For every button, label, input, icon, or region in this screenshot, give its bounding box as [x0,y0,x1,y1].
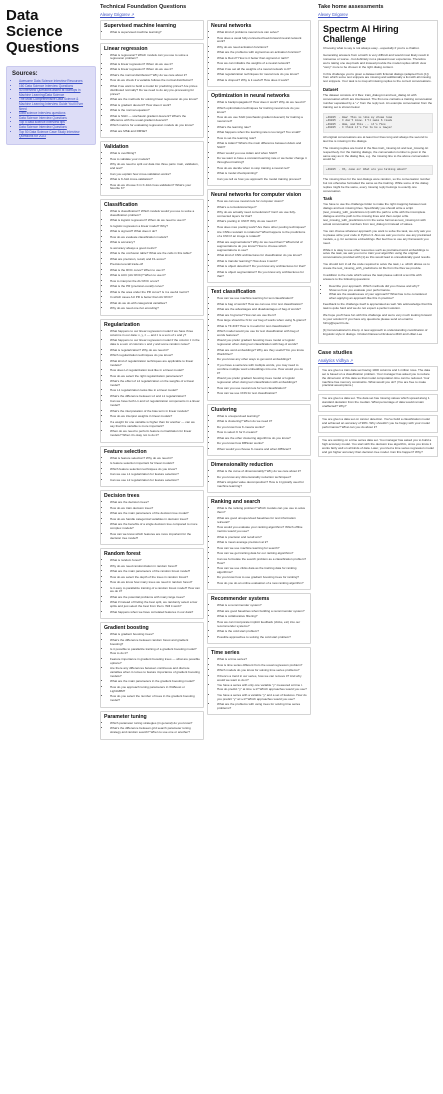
question-item: • What kind of CNN architectures for classification do you know? [217,254,307,258]
cases-header: Case studies [318,349,353,356]
question-item: • What are the main parameters of the decision tree model? [110,512,200,516]
question-item: • How we can incorporate implicit feedback (clicks, etc) into our recommender systems? [217,621,307,629]
takehome-header: Take home assessments [318,4,384,10]
question-item: • What is Adam? What's the main difference between Adam and SGD? [217,142,307,150]
question-item: • What is mean average precision at k? [217,541,307,545]
topic-card [207,189,311,283]
topic-card [207,647,311,715]
technical-section [100,4,312,743]
sources-box [6,66,96,145]
question-item: • What is backpropagation? How does it work? Why do we need it? [217,101,307,105]
question-item: • How can we use machine learning for search? [217,547,307,551]
takehome-author-link[interactable]: Alexey Grigorev [318,12,348,17]
question-item: • Why do we need activation functions? [217,46,307,50]
topic-title: Random forest [104,551,141,557]
question-item: • What if we want to build a model for predicting prices? Are prices distributed normally? Do we need to do any pre-processing for prices? [110,85,200,97]
topic-title: Time series [211,650,240,657]
topic-card [207,459,311,493]
case-card: You are given a train data set having 1000 columns and 1 million rows. The data set is based on a classification problem. Your manager has asked you to reduce the dimension of this data so that model computation time can be reduced. Your machine has memory constraints. What would you do? (You are free to make practical assumptions.) [318,366,438,392]
question-item: • Show us how you evaluate your performance. [329,289,433,293]
question-item: • Why do we need to split our data into three parts: train, validation, and test? [110,163,200,171]
question-item: • What is the PR (precision-recall) curve? [110,285,200,289]
question-list [104,722,200,735]
left-column [6,8,96,145]
topic-card [100,446,204,488]
question-item: • What happens to our linear regression model if the column z in the data is a sum of columns x and y and some random noise? [110,339,200,347]
question-item: • Which parameter tuning strategies (in general) do you know? [110,722,200,726]
question-item: • What is collaborative filtering? [217,615,307,619]
question-list [211,297,307,396]
question-item: • What are augmentations? Why do we need them? What kind of augmentations do you know? How to choose which augmentations to use? [217,241,307,253]
question-item: • What regularization techniques for neural nets do you know? [217,73,307,77]
challenge-para: Generating answers from scratch is very difficult and would most likely result in nonsense or worse - but definitely not a pleasant user experience. Therefore we're taking one step back and instead provide the model replies which view "story" more to be chosen in the right dialog context. [323,52,430,69]
question-list [104,633,200,703]
missing-text: The missing lines for the test dialogs were random, so the conversation number but not otherwise formatted the same as the training. While some of the dialog replies might be the same, every missing reply belongs to exactly one conversation. [323,176,431,193]
question-item: • What are MSE and RMSE? [110,130,200,134]
question-item: • How do we interpret weights in linear models? [110,415,200,419]
question-item: • What is precision and recall at k? [217,536,307,540]
source-link[interactable]: • Data science interview questions [19,111,90,116]
question-item: • What is gradient descent? How does it work? [110,104,200,108]
question-item: • Feature importance in gradient boosting trees — what are possible options? [110,658,200,666]
question-item: • If there's a trend in our series, how we can remove it? And why would we want to do it? [217,675,307,683]
question-item: • What are the problems with using trees for solving time series problems? [217,703,307,711]
question-item: • Which metrics for evaluating regression models do you know? [110,124,200,128]
question-item: • How to set the learning rate? [217,137,307,141]
technical-right-column [207,20,311,743]
question-item: • What is the normal equation? [110,109,200,113]
question-item: • What is gradient boosting trees? [110,633,200,637]
question-item: • What are the problems with sigmoid as an activation function? [217,51,307,55]
question-item: • What is transfer learning? How does it work? [217,260,307,264]
question-item: • How to select K for K-means? [217,431,307,435]
question-item: • How is time series different from the usual regression problem? [217,664,307,668]
question-item: • What is ReLU? How is it better than sigmoid or tanh? [217,57,307,61]
feedback-text: We hope you'll have fun with this challenge and we're very much looking forward to your solution! If you have any questions please send an email to hiring@spectrm.de. [323,313,432,326]
cases-author-link[interactable]: Analytics Vidhya ↗ [318,357,354,363]
topic-title: Neural networks for computer vision [211,192,302,199]
question-item: • How can we know which features are more important for the decision tree model? [110,533,200,541]
question-item: • What is bag of words? How we can use it for text classification? [217,303,307,307]
case-card: You are given a data set. The data set has missing values which spread along 1 standard deviation from the median. What percentage of data would remain unaffected? Why? [318,394,438,412]
topic-title: Recommender systems [211,596,270,603]
question-item: • How does max pooling work? Are there other pooling techniques? [217,226,307,230]
topic-card [100,20,204,40]
topic-card [100,711,204,740]
source-link[interactable]: • Data Science Interview Questions [19,125,90,130]
question-item: • What is sigmoid? What does it do? [110,230,200,234]
deadline-text: You should turn in all the code required to solve the task, i.e. which allows us to create the test_missing_with_predictions.txt file from the files we provide. [323,262,430,271]
question-list [104,330,200,438]
question-item: • How do we select the depth of the trees in random forest? [110,576,200,580]
topic-title: Validation [104,144,129,151]
question-item: • Can we formulate the search problem as a classification problem? How? [217,558,307,566]
question-item: • Do you know how K-means works? [217,426,307,430]
question-item: • What is TF-IDF? How is it useful for text classification? [217,325,307,329]
question-item: • How do you select the number of trees in the gradient boosting model? [110,695,200,703]
topic-card [100,490,204,545]
question-item: • Why do we actually need convolutions? Can't we use fully-connected layers for that? [217,211,307,219]
code-block: +49015 - Oh, come on! What are you talking about? [323,165,433,175]
question-item: • How does L2 regularization look like in a linear model? [110,369,200,373]
topic-title: Decision trees [104,493,140,500]
question-item: • You have a series with a variable "y" and a set of features. How do you predict "y" at t+1? Which approaches would you use? [217,694,307,702]
question-item: • What's the difference between L2 and L1 regularization? [110,395,200,399]
question-list [104,31,200,35]
topic-card [207,593,311,644]
question-item: • How L1 regularization looks like in a linear model? [110,389,200,393]
question-item: • When would you use Adam and when SGD? [217,152,307,156]
question-item: • What are good baselines when building a recommender system? [217,610,307,614]
question-item: • How to interpret the AU ROC score? [110,280,200,284]
question-item: • How do we check if a variable follows the normal distribution? [110,79,200,83]
question-item: • What is regression? Which models can you use to solve a regression problem? [110,54,200,62]
question-item: • Is it possible to parallelize training of a gradient boosting model? How to do it? [110,648,200,656]
question-item: • How can you use neural nets for text classification? [217,387,307,391]
question-item: • Describe your approach. Which methods did you choose and why? [329,285,433,289]
question-item: • How we can initialize the weights of a neural network? [217,62,307,66]
source-link[interactable]: • Awesome Data Science Interview Resources [19,79,90,84]
topic-card [100,199,204,316]
task-text: While it is okay to use other resources such as pretrained word embeddings to solve the task, we ask you not to train your algorithm using the original conversations provided with [1] as this would lead to unrealistically good results. [323,247,431,260]
question-item: • What's the interpretation of the bias term in linear models? [110,410,200,414]
question-list [211,200,307,278]
source-link[interactable]: • The Most Comprehensive Data Science & Machine Learning Interview Guide You'll Ever Need [19,97,90,111]
source-link[interactable]: • Top 50 Data Science Case Study Interview Questions for 2023 [19,130,90,139]
question-item: • What happens when we have correlated features in our data? [110,611,200,615]
question-item: • When do we need to perform feature normalization for linear models? When it's okay not to do it? [110,430,200,438]
question-item: • Precision-recall trade-off [110,263,200,267]
question-list [211,415,307,452]
question-item: • What's singular value decomposition? How is it typically used for machine learning? [217,481,307,489]
question-item: • What are the methods for solving linear regression do you know? [110,98,200,102]
question-item: • What is linear regression? When do we use it? [110,63,200,67]
question-item: • How does a usual fully-connected feed-forward neural network work? [217,37,307,45]
topic-title: Clustering [211,406,237,413]
question-item: • Are there any differences between continuous and discrete variables when it comes to feature importance of gradient boosting models? [110,667,200,679]
question-item: • What are the benefits of a single decision tree compared to more complex models? [110,523,200,531]
source-link[interactable]: • Top 5 data science interview tips [19,120,90,125]
question-item: • Possible approaches to solving the cold start problem? [217,636,307,640]
source-link[interactable]: • Data Science Interview Questions [19,116,90,121]
question-item: • Do you know how to use gradient boosting trees for ranking? [217,576,307,580]
task-text: You can choose whatever approach you want to solve the task, we only ask you to please write your code in Python 3. Also we ask you not to use any pretrained models, e.g. for sentence embeddings. But feel free to use any framework you need. [323,228,432,245]
case-card: You are working on a time series data set. You manager has asked you to build a high accuracy model. You start with the decision tree algorithm, since you know it works fairly well on all kinds of data. Later, you tried a time series regression model and got higher accuracy than decision tree model. Can this happen? Why? [318,436,438,458]
challenge-title: Spectrm AI Hiring Challenge [323,24,399,44]
question-list [104,54,200,134]
question-item: • How do we use SGD (stochastic gradient descent) for training a neural net? [217,116,307,124]
question-item: • What is the ranking problem? Which models can you use to solve them? [217,507,307,515]
question-item: • What's the difference between random forest and gradient boosting? [110,639,200,647]
addition-text: In addition to the code which solves the task please submit a text file with answers to the following questions: [323,273,422,281]
question-item: • How do you do an online evaluation of a new ranking algorithm? [217,582,307,586]
question-item: • You have a series with only one variable "y" measured at time t. How do predict "y" at time t+1? Which approaches would you use? [217,684,307,692]
question-item: • How do we decide when to stop training a neural net? [217,167,307,171]
question-item: • If you have a sentence with multiple words, you may need to combine multiple word embeddings into one. How would you do it? [217,364,307,376]
question-item: • What's the effect of L2 regularization on the weights of a linear model? [110,380,200,388]
question-item: • What is object detection? Do you know any architectures for that? [217,265,307,269]
topic-card [100,141,204,196]
topic-card [100,622,204,707]
question-item: • How to validate your models? [110,158,200,162]
question-item: • Can we use L2 regularization for feature selection? [110,479,200,483]
topic-title: Parameter tuning [104,713,147,720]
question-item: • Can you explain how cross-validation works? [110,173,200,177]
question-item: • How would you evaluate your ranking algorithms? Which offline metrics would you use? [217,526,307,534]
question-item: • Is logistic regression a linear model? Why? [110,225,200,229]
question-item: • What is clustering? When do we need it? [217,420,307,424]
topic-title: Linear regression [104,45,148,52]
question-item: • What is classification? Which models would you use to solve a classification problem? [110,210,200,218]
question-item: • What is supervised machine learning? [110,31,200,35]
question-list [211,101,307,181]
question-list [104,559,200,615]
topic-title: Classification [104,201,138,208]
question-list [211,658,307,711]
question-item: • What is overfitting? [110,152,200,156]
question-item: • What's the learning rate? [217,126,307,130]
question-item: • What is a recommender system? [217,604,307,608]
question-list [211,31,307,83]
missing-text: The missing replies are found in the files train_missing.txt and test_missing.txt respectively. For the training dialogs, the conversation number is given in the same way as in the dialog files, e.g. the missing line to the above conversation would be: [323,145,429,162]
question-list [211,604,307,639]
question-item: • How do we evaluate classification models? [110,236,200,240]
dataset-heading: Dataset [323,87,339,93]
question-item: • Why do we need randomization in random forest? [110,565,200,569]
code-block: +49015 - Wow! This is like my dream room +49015 - I don't know. I'll make 6 reads +49015 - Hmm, and this ... it's fine +49015 - I think it's fun to be a lawyer [323,113,433,133]
topic-card [207,20,311,87]
question-item: • Can you tell us how you approach the model training process? [217,178,307,182]
question-item: • What is the area under the PR curve? Is it a useful metric? [110,291,200,295]
missing-text: All original conversations are at least four lines long and always the second to last line is missing in the dialogs. [323,134,428,143]
question-item: • What is K-fold cross-validation? [110,178,200,182]
question-item: • What is logistic regression? When do we need to use it? [110,219,200,223]
topic-card [207,404,311,457]
topic-title: Dimensionality reduction [211,462,273,468]
question-list [104,501,200,540]
question-item: • Can we use L1 regularization for feature selection? [110,473,200,477]
question-item: • What if we set all the weights of a neural network to 0? [217,68,307,72]
question-item: • How can we use machine learning for text classification? [217,297,307,301]
topic-title: Gradient boosting [104,625,149,632]
topic-card [207,90,311,186]
question-item: • What are precision, recall, and F1-score? [110,258,200,262]
question-item: • What is dropout? Why is it useful? How does it work? [217,79,307,83]
question-item: • Do we want to have a constant learning rate or we better change it throughout training? [217,157,307,165]
question-item: • How do we choose K in K-fold cross-validation? What's your favorite K? [110,184,200,192]
question-item: • What are good unsupervised baselines for text information retrieval? [217,517,307,525]
question-item: • What are the potential problems with many large trees? [110,596,200,600]
question-item: • How can we use CNN for text classification? [217,392,307,396]
question-item: • Is feature selection important for linear models? [110,462,200,466]
topic-title: Feature selection [104,448,147,455]
question-item: • What is AUC (AU ROC)? When to use it? [110,274,200,278]
feedback-text: Feedback to the challenge itself is appreciated as well. We acknowledge that this task is quite hard and we do not expect a perfect solution. [323,302,433,311]
question-item: • How do we select the right regularization parameters? [110,375,200,379]
question-item: • What's a convolutional layer? [217,206,307,210]
topic-title: Text classification [211,289,256,296]
question-item: • What is accuracy? [110,241,200,245]
source-link[interactable]: • 40 Interview Questions asked at Startups in Machine Learning/Data Science [19,88,90,97]
question-item: • In which cases AU PR is better than AU ROC? [110,296,200,300]
question-item: • What's the normal distribution? Why do we care about it? [110,74,200,78]
question-list [211,507,307,585]
question-item: • What is object segmentation? Do you know any architectures for that? [217,271,307,279]
question-item: • Are CNNs resistant to rotations? What happens to the predictions of a CNN if an image is rotated? [217,231,307,239]
question-item: • Which regularization techniques do you know? [110,354,200,358]
question-item: • What are the weaknesses of your approach? What has to be considered when applying an approach like this in practice? [329,293,433,301]
question-item: • What are word embeddings? Why are they useful? Do you know Word2Vec? [217,349,307,357]
question-item: • What's the difference between grid search parameter tuning strategy and random search? When to use one or another? [110,727,200,735]
topic-title: Regularization [104,321,140,328]
task-text: You have to use the challenge folder to make the right mapping between test dialogs and test missing lines. Specifically you should write a script (test_missing_with_predictions.txt) with the path to a file with the incomplete dialogue and the path to the missing lines and then output a file test_missing_with_predictions.txt in the same format as test_missing.txt with actual conversation numbers from test_dialog.txt instead of values. [323,202,427,226]
question-item: • Do you know any other ways to get word embeddings? [217,358,307,362]
question-item: • What is model checkpointing? [217,172,307,176]
question-list [323,285,433,301]
question-item: • What is the curse of dimensionality? Why do we care about it? [217,470,307,474]
question-list [104,210,200,311]
page-title: Data Science Questions [6,7,80,56]
question-item: • What is the cold start problem? [217,630,307,634]
question-item: • Would you prefer gradient boosting trees model or logistic regression when doing text classification with bag of words? [217,339,307,347]
question-item: • How can we get training data for our ranking algorithms? [217,552,307,556]
question-item: • Do you know any dimensionality reduction techniques? [217,476,307,480]
question-item: • What is unsupervised learning? [217,415,307,419]
sources-list [12,79,90,139]
question-item: • What is linear regression? When do we use it? [110,68,200,72]
question-item: • What are the other clustering algorithms do you know? [217,437,307,441]
source-link[interactable]: • 160 Data Science Interview Questions [19,84,90,89]
question-item: • What is random forest? [110,559,200,563]
question-item: • What kind of regularization techniques are applicable to linear models? [110,360,200,368]
question-item: • What's pooling in CNN? Why do we need it? [217,220,307,224]
topic-title: Neural networks [211,23,252,29]
question-item: • What are the main parameters in the gradient boosting model? [110,680,200,684]
question-item: • What are the main parameters of the random forest model? [110,570,200,574]
challenge-intro: Choosing what to say is not always easy - especially if you're a chatbot. [323,46,420,50]
question-item: • What is regularization? Why do we need it? [110,349,200,353]
challenge-card [318,20,438,344]
question-item: • What are the decision trees? [110,501,200,505]
question-item: • Is it easy to parallelize training of a random forest model? How can we do it? [110,587,200,595]
topic-card [207,286,311,400]
question-item: • How we can use neural nets for computer vision? [217,200,307,204]
question-item: • What is feature selection? Why do we need it? [110,457,200,461]
question-item: • What do we do with categorical variables? [110,302,200,306]
technical-author-link[interactable]: Alexey Grigorev ↗ [100,12,135,17]
technical-left-column [100,20,204,743]
case-card: You are given a data set on cancer detection. You've build a classification model and achieved an accuracy of 96%. Why shouldn't you be happy with your model performance? What can you do about it? [318,415,438,433]
question-item: • Which model would you use for text classification with bag of words features? [217,330,307,338]
question-item: • Which feature selection techniques do you know? [110,468,200,472]
question-item: • How large should be N for our bag of words when using N-grams? [217,319,307,323]
topic-card [207,496,311,590]
question-item: • How can we use clicks data as the training data for ranking algorithms? [217,567,307,575]
question-item: • What is the ROC curve? When to use it? [110,269,200,273]
question-item: • What if instead of finding the best split, we randomly select a few splits and just select the best from them. Will it work? [110,601,200,609]
topic-title: Supervised machine learning [104,23,177,29]
reference-text: [1] Conversational in-Interp. A new approach to understanding coordination of linguistic style in dialogs. Cristian Danescu-Niculescu-Mizil and Lillian Lee [323,328,428,336]
takehome-section [318,4,438,460]
question-item: • How do we train decision trees? [110,507,200,511]
question-item: • How do we handle categorical variables in decision trees? [110,518,200,522]
task-heading: Task [323,196,333,202]
topic-card [100,43,204,139]
question-item: • Is accuracy always a good metric? [110,247,200,251]
question-list [104,457,200,483]
question-list [104,152,200,191]
question-item: • Why do we need one-hot encoding? [110,307,200,311]
question-item: • Can we have both L1 and L2 regularization components in a linear model? [110,400,200,408]
question-item: • What is a time series? [217,658,307,662]
topic-title: Ranking and search [211,499,261,506]
question-item: • What are the advantages and disadvantages of bag of words? [217,308,307,312]
question-item: • Would you prefer gradient boosting trees model or logistic regression when doing text classification with embeddings? [217,377,307,385]
topic-card [100,548,204,619]
question-list [211,470,307,489]
question-item: • Do you know how DBScan works? [217,442,307,446]
question-item: • When would you choose K-means and when DBScan? [217,448,307,452]
topic-card [100,319,204,443]
question-item: • Which models do you know for solving time series problems? [217,669,307,673]
question-item: • What kind of problems neural nets can solve? [217,31,307,35]
question-item: • What are N-grams? How can we use them? [217,314,307,318]
sources-heading: Sources: [12,71,38,77]
technical-header: Technical Foundation Questions [100,4,187,10]
question-item: • What happens to our linear regression model if we have three columns in our data: x, y, z — and z is a sum of x and y? [110,330,200,338]
question-item: • What is SGD — stochastic gradient descent? What's the difference with the usual gradient descent? [110,115,200,123]
question-item: • What happens when the learning rate is too large? Too small? [217,131,307,135]
dataset-text: The dataset consists of 4 files: train_dialog.txt and test_dialog.txt with conversation which are interleaved. The first one contains a training conversation number separated by a "+" from the reply text. An example conversation from the training set is shown below: [323,93,433,109]
question-item: • If a weight for one variable is higher than for another — can we say that this variable is more important? [110,421,200,429]
question-item: • How do you approach tuning parameters in XGBoost or LightGBM? [110,686,200,694]
question-item: • Which optimization techniques for training neural nets do you know? [217,107,307,115]
challenge-para: In this challenge you're given a dataset with fictional dialogs (adapted from [1]) from which some text snippets are missing and additionally a list with all missing text snippets. Your task is to map all missing replies to the correct conversations. [323,71,432,84]
question-item: • How do we know how many trees we need in random forest? [110,581,200,585]
topic-title: Optimization in neural networks [211,93,290,100]
question-item: • What is the confusion table? What are the cells in this table? [110,252,200,256]
